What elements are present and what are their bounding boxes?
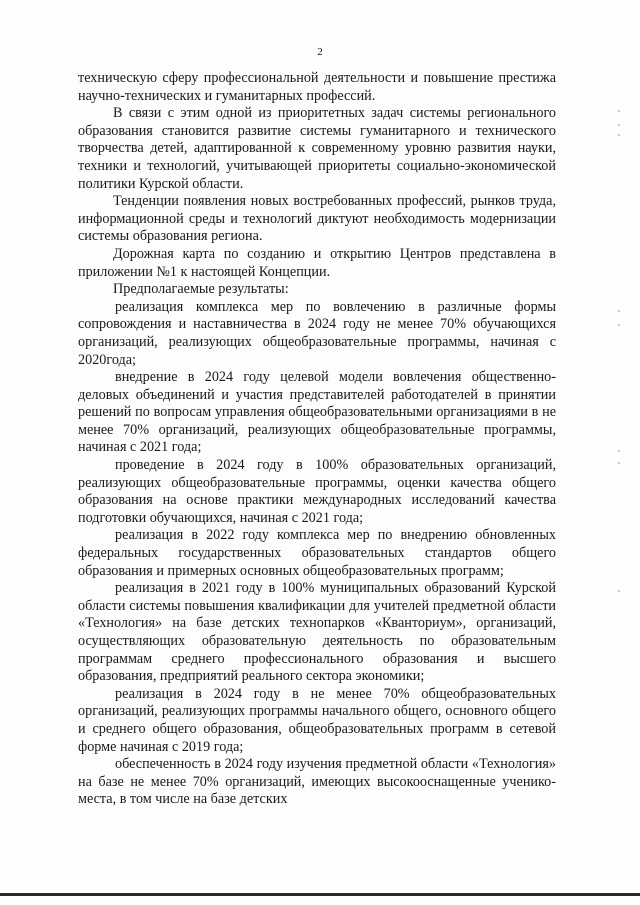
result-item-quality-assessment: проведение в 2024 году в 100% образовательных организаций, реализующих общеобразовательные программы, оценки качества общего образования на основе практики международных исследований качества подготовки обучающихся, начиная с 2021 года; xyxy=(78,457,556,526)
paragraph-roadmap: Дорожная карта по созданию и открытию Центров представлена в приложении №1 к настоящей Концепции. xyxy=(78,245,556,280)
result-item-network-programs: реализация в 2024 году в не менее 70% общеобразовательных организаций, реализующих программы начального общего, основного общего и среднего общего образования, общеобразовательных программ в сетевой форме начиная с 2019 года; xyxy=(78,685,556,755)
paragraph-trends: Тенденции появления новых востребованных профессий, рынков труда, информационной среды и технологий диктуют необходимость модернизации системы образования региона. xyxy=(78,193,556,245)
paragraph-continuation: техническую сферу профессиональной деятельности и повышение престижа научно-технических и гуманитарных профессий. xyxy=(78,70,556,104)
result-item-technology-provision: обеспеченность в 2024 году изучения предметной области «Технология» на базе не менее 70% организаций, имеющих высокооснащенные ученико-места, в том числе на базе детских xyxy=(78,756,556,808)
paragraph-priority-task: В связи с этим одной из приоритетных задач системы регионального образования становится развитие системы гуманитарного и технического творчества детей, адаптированной к современному уровню развития науки, техники и технологий, учитывающей приоритеты социально-экономической политики Курской области. xyxy=(78,105,556,192)
scan-bottom-edge xyxy=(0,893,640,896)
result-item-mentoring: реализация комплекса мер по вовлечению в различные формы сопровождения и наставничества в 2024 году не менее 70% обучающихся организаций, реализующих общеобразовательные программы, начиная с 2020года; xyxy=(78,298,556,368)
page-number: 2 xyxy=(317,46,323,58)
scan-margin-marks xyxy=(618,110,621,610)
paragraph-results-heading: Предполагаемые результаты: xyxy=(113,281,289,298)
result-item-teacher-training: реализация в 2021 году в 100% муниципальных образований Курской области системы повышения квалификации для учителей предметной области «Технология» на базе детских технопарков «Кванториум», организаций, осуществляющих образовательную деятельность по образовательным программам среднего профессионального образования и высшего образования, предприятий реального сектора экономики; xyxy=(78,580,556,685)
result-item-target-model: внедрение в 2024 году целевой модели вовлечения общественно-деловых объединений и участия представителей работодателей в принятии решений по вопросам управления общеобразовательными организациями в не менее 70% организаций, реализующих общеобразовательные программы, начиная с 2021 года; xyxy=(78,369,556,456)
result-item-standards: реализация в 2022 году комплекса мер по внедрению обновленных федеральных государственных образовательных стандартов общего образования и примерных основных общеобразовательных программ; xyxy=(78,527,556,579)
document-body xyxy=(78,70,556,809)
